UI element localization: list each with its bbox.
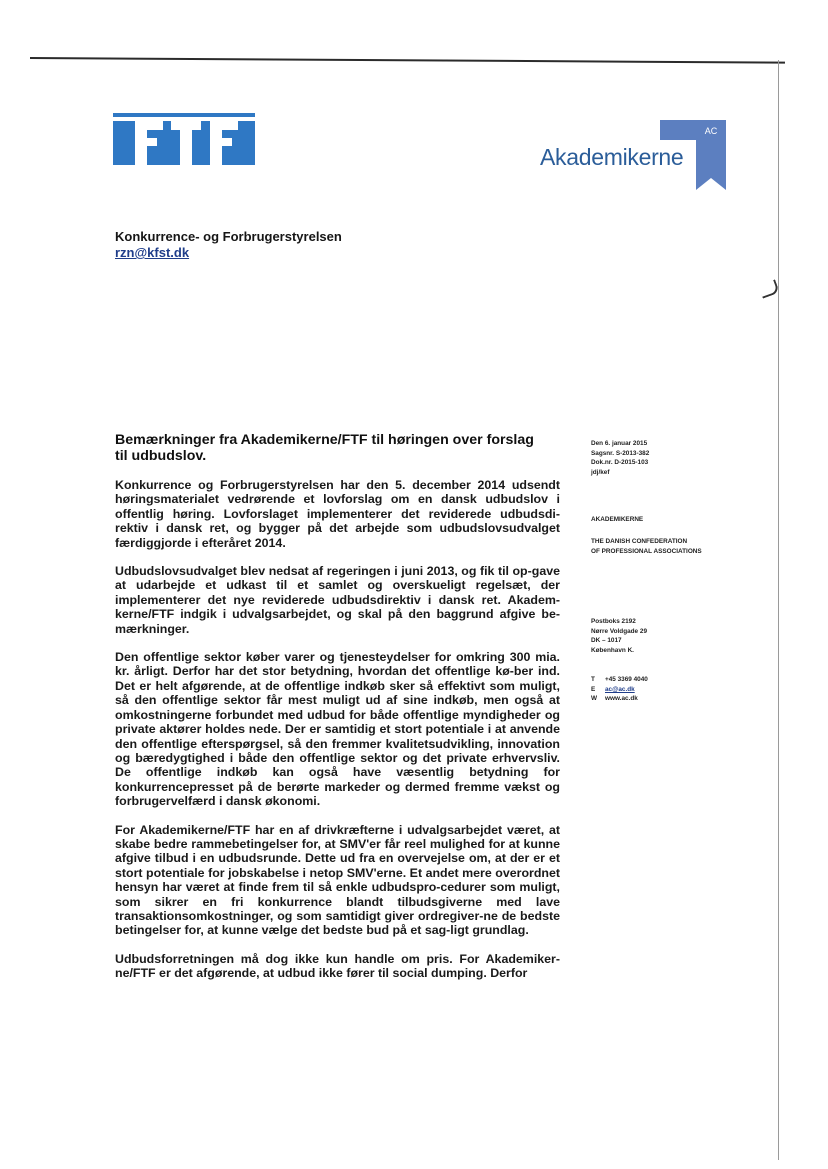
org-english-line: OF PROFESSIONAL ASSOCIATIONS [591, 547, 702, 555]
akademikerne-logo-text: Akademikerne [540, 144, 684, 170]
scan-top-edge [30, 57, 785, 64]
ak-logo-small-text: AC [704, 126, 718, 136]
phone-label: T [591, 676, 595, 683]
org-email-link[interactable]: ac@ac.dk [605, 685, 635, 693]
letter-paragraph: Konkurrence og Forbrugerstyrelsen har den 5. december 2014 udsendt høringsmaterialet vedrørende et lovforslag om en dansk udbudslov i offentlig høring. Lovforslaget implementerer det reviderede udbudsdi-rektiv i dansk ret, og bygger på det arbejde som udbudslovsudvalget færdiggjorde i efteråret 2014. [115, 478, 560, 550]
initials: jdj/kef [591, 468, 610, 476]
contact-email [591, 685, 648, 695]
document-number: Dok.nr. D-2015-103 [591, 459, 649, 467]
ftf-logo [113, 113, 255, 165]
org-name: AKADEMIKERNE [591, 516, 644, 523]
recipient-name: Konkurrence- og Forbrugerstyrelsen [115, 229, 342, 244]
org-english-block [591, 537, 702, 556]
reference-block [591, 439, 649, 477]
scan-right-edge [778, 60, 779, 1160]
email-label: E [591, 685, 596, 693]
letter-paragraph: Den offentlige sektor køber varer og tjenesteydelser for omkring 300 mia. kr. årligt. Derfor har det stor betydning, hvordan det offentlige kø-ber ind. Det er helt afgørende, at de offentlige indkøb sker så effektivt som muligt, så den offentlige sektor får mest muligt ud af sine indkøb, men også at omkostningerne forbundet med udbud for både offentlige myndigheder og private aktører holdes nede. Der er samtidig et stort potentiale i at anvende den offentlige efterspørgsel, så den fremmer kvalitetsudvikling, innovation og bæredygtighed i både den offentlige sektor og det private erhvervsliv. De offentlige indkøb kan også have væsentlig betydning for konkurrencepresset på de berørte markeder og dermed fremme vækst og forbrugervelfærd i dansk økonomi. [115, 650, 560, 809]
postal-code: DK – 1017 [591, 637, 622, 645]
web-label: W [591, 695, 598, 703]
street: Nørre Voldgade 29 [591, 627, 647, 635]
city: København K. [591, 646, 634, 654]
recipient-block [115, 229, 342, 261]
letter-paragraph: Udbudsforretningen må dog ikke kun handle om pris. For Akademiker-ne/FTF er det afgørende, at udbud ikke fører til social dumping. Derfor [115, 951, 560, 981]
org-english-line: THE DANISH CONFEDERATION [591, 538, 688, 545]
contact-phone [591, 675, 648, 685]
web-address: www.ac.dk [605, 695, 638, 703]
recipient-email-link[interactable]: rzn@kfst.dk [115, 245, 190, 260]
scan-mark [758, 279, 780, 298]
postbox: Postboks 2192 [591, 618, 636, 625]
letter-date: Den 6. januar 2015 [591, 440, 648, 447]
phone-number: +45 3369 4040 [605, 676, 648, 683]
contact-block [591, 675, 648, 704]
letter-body [115, 478, 560, 995]
letter-paragraph: For Akademikerne/FTF har en af drivkræfterne i udvalgsarbejdet været, at skabe bedre rammebetingelser for, at SMV'er får reel mulighed for at kunne afgive tilbud i en udbudsrunde. Dette ud fra en overvejelse om, at der er et stort potentiale for jobskabelse i netop SMV'erne. Et andet mere overordnet hensyn har været at finde frem til så enkle udbudspro-cedurer som muligt, som sikrer en fri konkurrence blandt tilbudsgiverne med lave transaktionsomkostninger, og som samtidigt giver ordregiver-ne de bedste betingelser for, at kunne vælge det bedste bud på et sag-ligt grundlag. [115, 822, 560, 938]
letter-paragraph: Udbudslovsudvalget blev nedsat af regeringen i juni 2013, og fik til op-gave at udarbejde et udkast til et samlet og overskueligt regelsæt, der implementerer det nye reviderede udbudsdirektiv i dansk ret. Akadem-kerne/FTF indgik i udvalgsarbejdet, og skal på den baggrund afgive be-mærkninger. [115, 564, 560, 636]
org-block [591, 515, 643, 525]
letter-title: Bemærkninger fra Akademikerne/FTF til høringen over forslag til udbudslov. [115, 432, 534, 464]
case-number: Sagsnr. S-2013-382 [591, 449, 650, 457]
contact-web [591, 694, 648, 704]
address-block [591, 617, 647, 655]
